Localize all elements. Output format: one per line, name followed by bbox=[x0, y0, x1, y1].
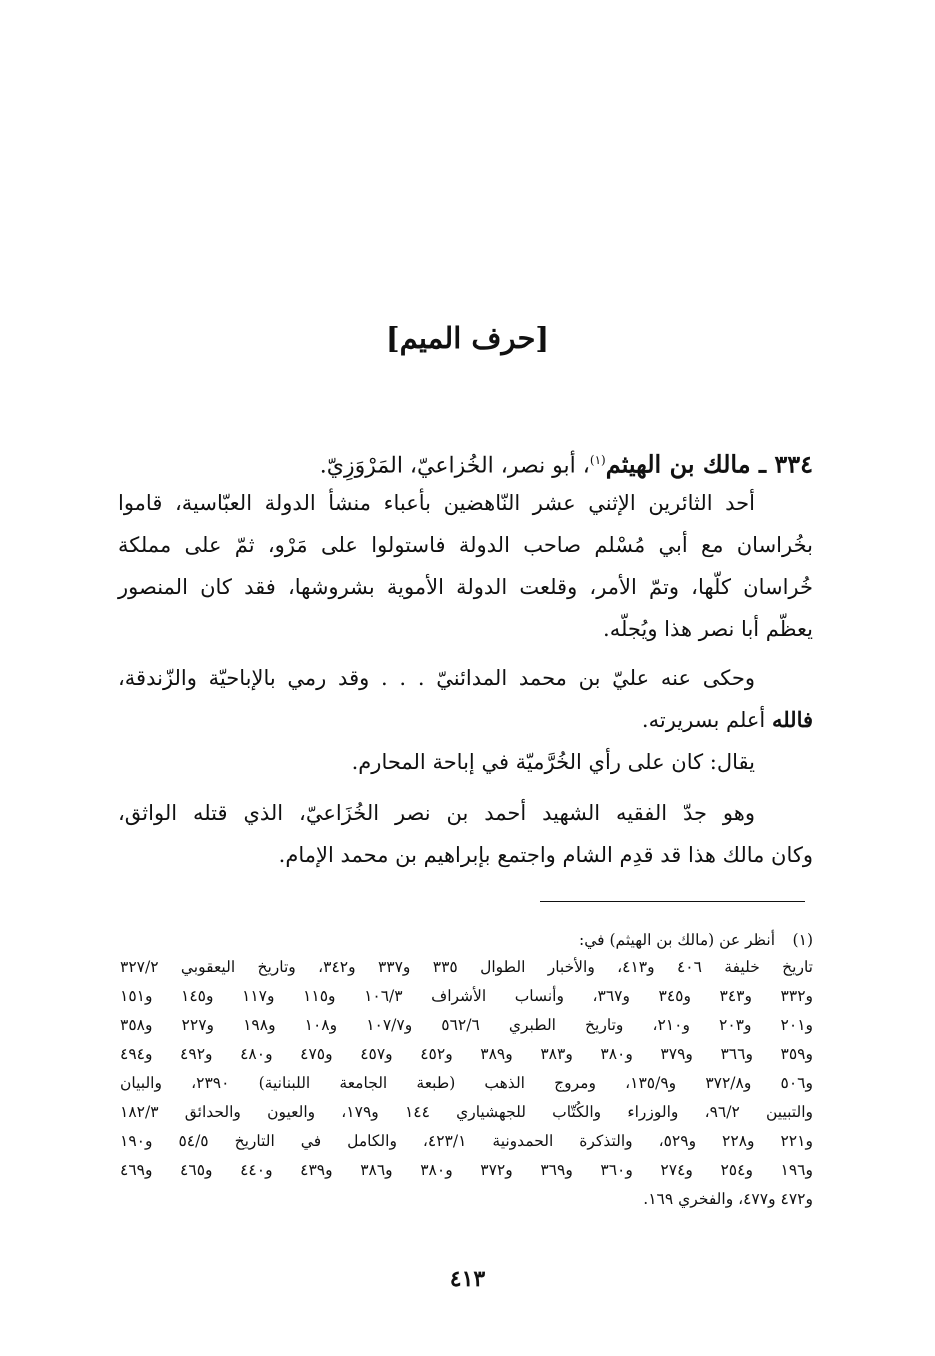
entry-epithets: ، أبو نصر، الخُزاعيّ، المَرْوَزِيّ. bbox=[319, 453, 590, 479]
footnote-line-5: و٥٠٦ و٣٧٢/٨ و١٣٥/٩، ومروج الذهب (طبعة الجامعة اللبنانية) ٢٣٩٠، والبيان bbox=[120, 1074, 813, 1092]
footnote-line-1: تاريخ خليفة ٤٠٦ و٤١٣، والأخبار الطوال ٣٣٥ و٣٣٧ و٣٤٢، وتاريخ اليعقوبي ٣٢٧/٢ bbox=[120, 958, 813, 976]
allah-word: فالله bbox=[771, 707, 813, 732]
page-number: ٤١٣ bbox=[449, 1266, 486, 1292]
footnote-line-9: و٤٧٢ و٤٧٧، والفخري ١٦٩. bbox=[643, 1190, 813, 1208]
entry-number-name: ٣٣٤ ـ مالك بن الهيثم bbox=[605, 449, 813, 479]
footnote-line-6: والتبيين ٩٦/٢، والوزراء والكُتّاب للجهشياري ١٤٤ و١٧٩، والعيون والحدائق ١٨٢/٣ bbox=[120, 1103, 813, 1121]
footnote-line-3: و٢٠١ و٢٠٣ و٢١٠، وتاريخ الطبري ٥٦٢/٦ و١٠٧/٧ و١٠٨ و١٩٨ و٢٢٧ و٣٥٨ bbox=[120, 1016, 814, 1034]
footnote-line-2: و٣٣٢ و٣٤٣ و٣٤٥ و٣٦٧، وأنساب الأشراف ١٠٦/٣ و١١٥ و١١٧ و١٤٥ و١٥١ bbox=[120, 987, 814, 1005]
footnote-separator bbox=[540, 901, 805, 902]
footnote-line-7: و٢٢١ و٢٢٨ و٥٢٩، والتذكرة الحمدونية ٤٢٣/١، والكامل في التاريخ ٥٤/٥ و١٩٠ bbox=[120, 1132, 813, 1150]
paragraph-1-line-2: بخُراسان مع أبي مُسْلم صاحب الدولة فاستولوا على مَرْو، ثمّ على مملكة bbox=[118, 533, 813, 557]
paragraph-4-line-1: وهو جدّ الفقيه الشهيد أحمد بن نصر الخُزَاعيّ، الذي قتله الواثق، bbox=[118, 801, 755, 825]
paragraph-1-line-4: يعظّم أبا نصر هذا ويُجلّه. bbox=[603, 617, 813, 641]
footnote-line-8: و١٩٦ و٢٥٤ و٢٧٤ و٣٦٠ و٣٦٩ و٣٧٢ و٣٨٠ و٣٨٦ و٤٣٩ و٤٤٠ و٤٦٥ و٤٦٩ bbox=[120, 1161, 813, 1179]
paragraph-2-line-2 bbox=[118, 702, 813, 738]
footnote-intro: أنظر عن (مالك بن الهيثم) في: bbox=[579, 931, 775, 949]
paragraph-2-line-1: وحكى عنه عليّ بن محمد المدائنيّ . . . وقد رمي بالإباحيّة والزّندقة، bbox=[118, 666, 755, 690]
entry-heading bbox=[113, 440, 813, 486]
paragraph-3-line-1: يقال: كان على رأي الخُرَّميّة في إباحة المحارم. bbox=[351, 750, 755, 774]
footnote-marker: (١) bbox=[792, 931, 813, 949]
footnote-reference: (١) bbox=[589, 453, 606, 467]
footnote-line-4: و٣٥٩ و٣٦٦ و٣٧٩ و٣٨٠ و٣٨٣ و٣٨٩ و٤٥٢ و٤٥٧ و٤٧٥ و٤٨٠ و٤٩٢ و٤٩٤ bbox=[120, 1045, 813, 1063]
paragraph-1-line-3: خُراسان كلّها، وتمّ الأمر، وقلعت الدولة الأموية بشروشها، فقد كان المنصور bbox=[118, 575, 813, 599]
section-title: [حرف الميم] bbox=[385, 321, 550, 355]
paragraph-2-line-2-rest: أعلم بسريرته. bbox=[641, 708, 772, 732]
paragraph-1-line-1: أحد الثائرين الإثني عشر النّاهضين بأعباء منشأ الدولة العبّاسية، قاموا bbox=[118, 491, 755, 515]
paragraph-4-line-2: وكان مالك هذا قد قدِم الشام واجتمع بإبراهيم بن محمد الإمام. bbox=[278, 843, 813, 867]
